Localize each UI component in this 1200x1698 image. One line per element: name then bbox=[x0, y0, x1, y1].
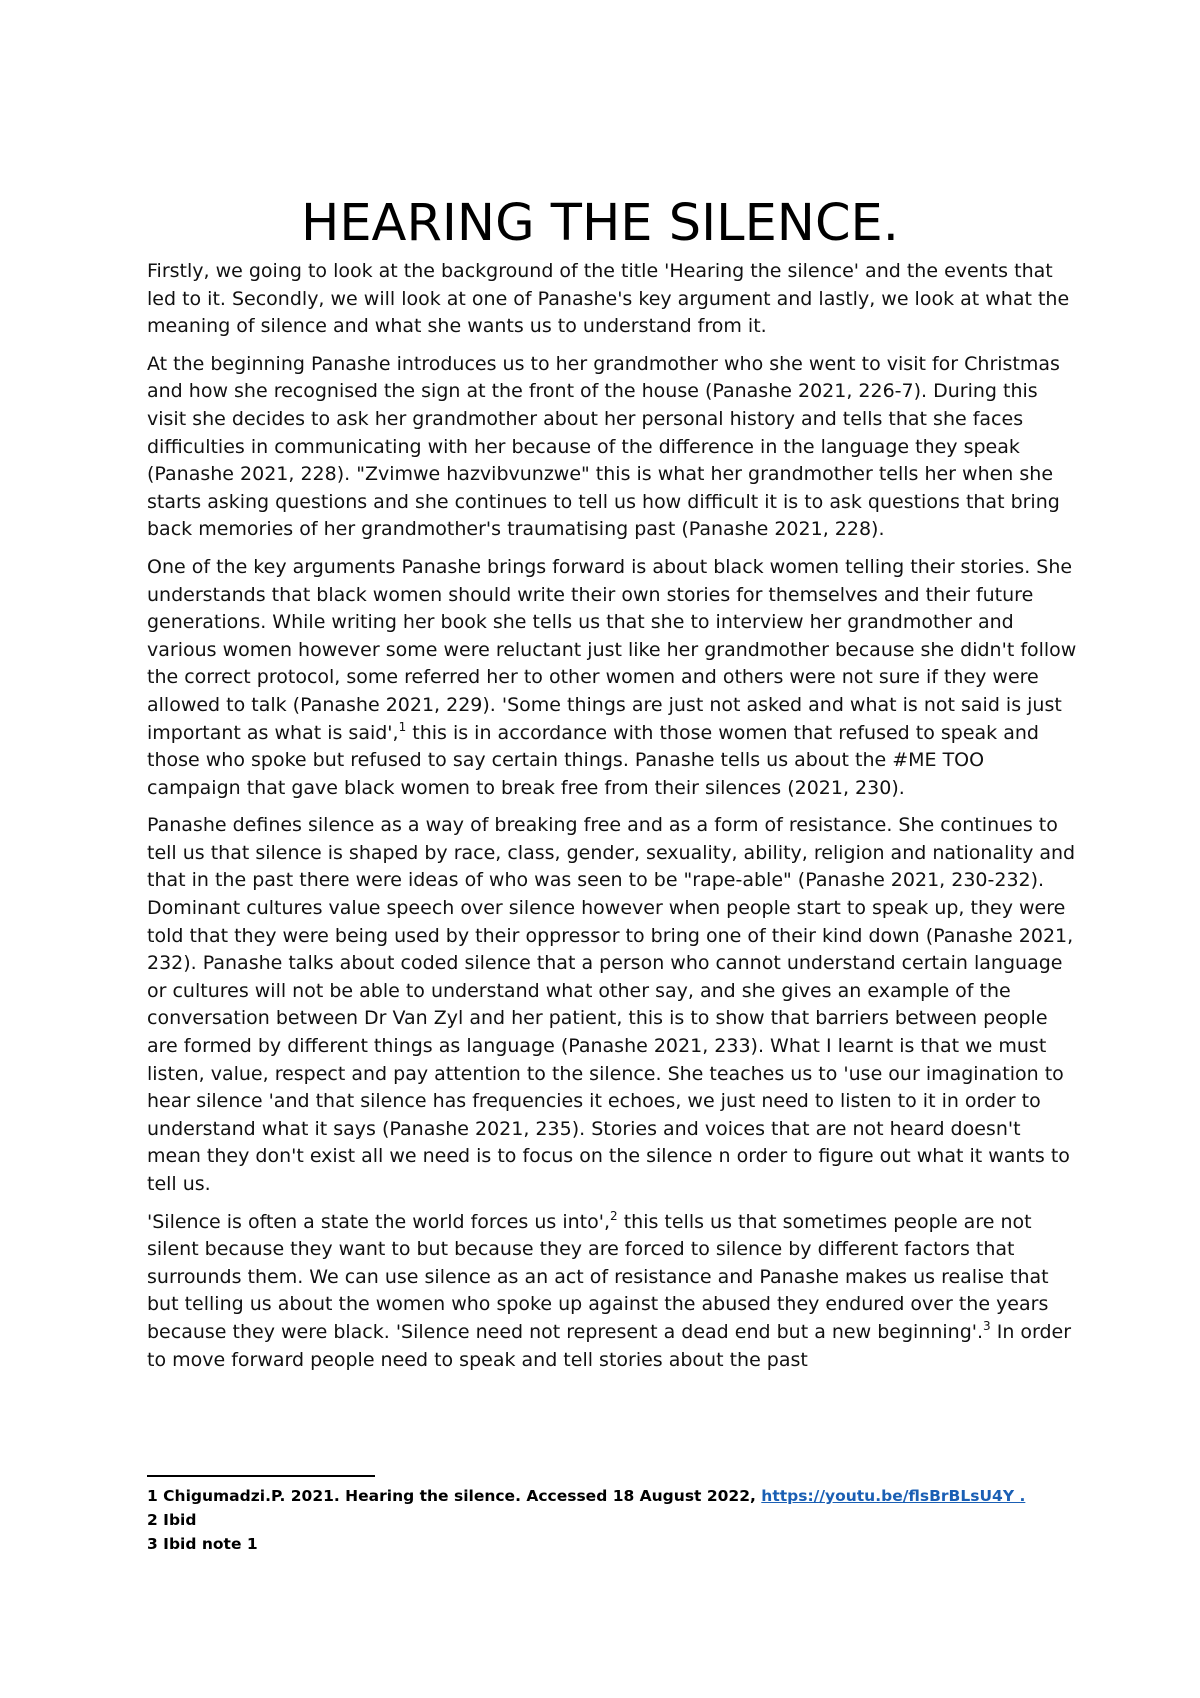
footnotes-section bbox=[147, 1484, 1047, 1556]
paragraph-key-argument-text: One of the key arguments Panashe brings forward is about black women telling their stories. She understands that black women should write their own stories for themselves and their future generations. While writing her book she tells us that she to interview her grandmother and various women however some were reluctant just like her grandmother because she didn't follow the correct protocol, some referred her to other women and others were not sure if they were allowed to talk (Panashe 2021, 229). 'Some things are just not asked and what is not said is just important as what is said', bbox=[147, 555, 1077, 744]
paragraph-key-argument bbox=[147, 554, 1077, 802]
footnote-3: 3 Ibid note 1 bbox=[147, 1535, 258, 1553]
footnote-1-text: 1 Chigumadzi.P. 2021. Hearing the silence. Accessed 18 August 2022, bbox=[147, 1487, 762, 1505]
footnote-ref-3[interactable]: 3 bbox=[983, 1318, 991, 1333]
paragraph-silence-forced-ending: In order to move forward people need to speak and tell stories about the past bbox=[147, 1320, 1072, 1371]
paragraph-silence-forced-quote: 'Silence is often a state the world forces us into', bbox=[147, 1210, 611, 1233]
paragraph-intro: Firstly, we going to look at the background of the title 'Hearing the silence' and the events that led to it. Secondly, we will look at one of Panashe's key argument and lastly, we look at what the meaning of silence and what she wants us to understand from it. bbox=[147, 260, 1070, 338]
footnote-ref-1[interactable]: 1 bbox=[398, 719, 407, 734]
paragraph-silence-forced-text: this tells us that sometimes people are not silent because they want to but because they are forced to silence by different factors that surrounds them. We can use silence as an act of resistance and Panashe makes us realise that but telling us about the women who spoke up against the abused they endured over the years because they were black. 'Silence need not represent a dead end but a new beginning'. bbox=[147, 1210, 1049, 1343]
footnote-ref-2[interactable]: 2 bbox=[610, 1208, 618, 1223]
paragraph-key-argument-continuation: this is in accordance with those women that refused to speak and those who spoke but refused to say certain things. Panashe tells us about the #ME TOO campaign that gave black women to break free from their silences (2021, 230). bbox=[147, 721, 1039, 799]
footnote-separator bbox=[147, 1475, 375, 1477]
document-body bbox=[147, 258, 1077, 1384]
document-title: HEARING THE SILENCE. bbox=[300, 194, 899, 253]
footnote-1 bbox=[147, 1484, 1047, 1508]
paragraph-silence-forced bbox=[147, 1209, 1077, 1375]
paragraph-silence-definition: Panashe defines silence as a way of breaking free and as a form of resistance. She continues to tell us that silence is shaped by race, class, gender, sexuality, ability, religion and nationality and that in the past there were ideas of who was seen to be "rape-able" (Panashe 2021, 230-232). Dominant cultures value speech over silence however when people start to speak up, they were told that they were being used by their oppressor to bring one of their kind down (Panashe 2021, 232). Panashe talks about coded silence that a person who cannot understand certain language or cultures will not be able to understand what other say, and she gives an example of the conversation between Dr Van Zyl and her patient, this is to show that barriers between people are formed by different things as language (Panashe 2021, 233). What I learnt is that we must listen, value, respect and pay attention to the silence. She teaches us to 'use our imagination to hear silence 'and that silence has frequencies it echoes, we just need to listen to it in order to understand what it says (Panashe 2021, 235). Stories and voices that are not heard doesn't mean they don't exist all we need is to focus on the silence n order to figure out what it wants to tell us. bbox=[147, 814, 1076, 1195]
paragraph-grandmother: At the beginning Panashe introduces us to her grandmother who she went to visit for Christmas and how she recognised the sign at the front of the house (Panashe 2021, 226-7). During this visit she decides to ask her grandmother about her personal history and tells that she faces difficulties in communicating with her because of the difference in the language they speak (Panashe 2021, 228). "Zvimwe hazvibvunzwe" this is what her grandmother tells her when she starts asking questions and she continues to tell us how difficult it is to ask questions that bring back memories of her grandmother's traumatising past (Panashe 2021, 228). bbox=[147, 352, 1060, 541]
footnote-1-link[interactable]: https://youtu.be/flsBrBLsU4Y . bbox=[761, 1487, 1026, 1505]
footnote-2: 2 Ibid bbox=[147, 1511, 197, 1529]
